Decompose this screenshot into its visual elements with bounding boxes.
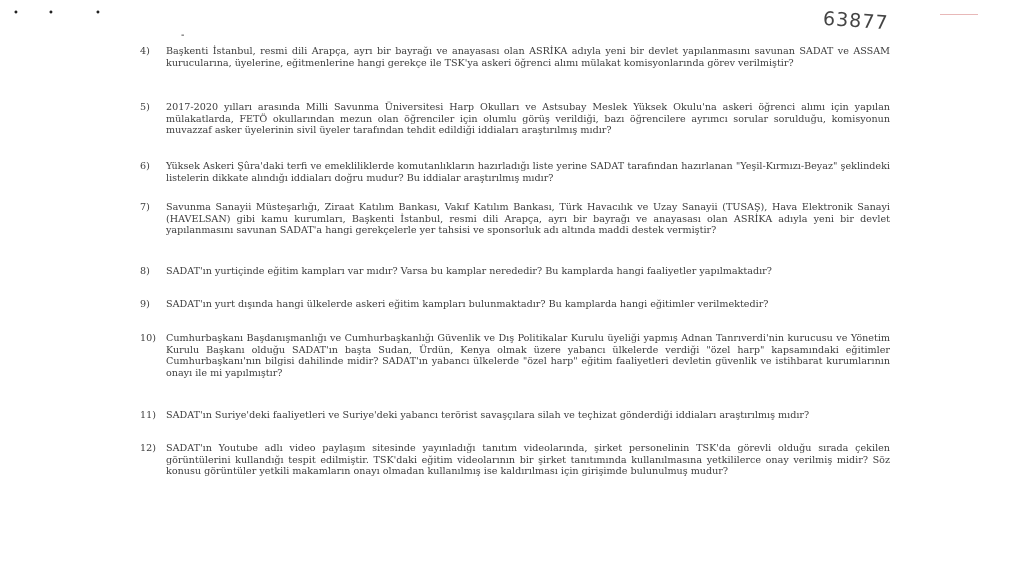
scan-mark: •: [13, 8, 19, 19]
question-number: 4): [140, 46, 150, 57]
question-number: 9): [140, 299, 150, 310]
question-text: SADAT'ın yurt dışında hangi ülkelerde askeri eğitim kampları bulunmaktadır? Bu kamplarda hangi eğitimler verilmektedir?: [166, 299, 769, 310]
question-text: Cumhurbaşkanı Başdanışmanlığı ve Cumhurbaşkanlığı Güvenlik ve Dış Politikalar Kurulu üyeliği yapmış Adnan Tanrıverdi'nin kurucusu ve Yönetim Kurulu Başkanı olduğu SADAT'ın başta Sudan, Ürdün, Kenya olmak üzere yabancı ülkelerde verdiği "özel harp" kapsamındaki eğitimler Cumhurbaşkanı'nın bilgisi dahilinde midir? SADAT'ın yabancı ülkelerde "özel harp" eğitim faaliyetleri devletin güvenlik ve istihbarat kurumlarının onayı ile mi yapılmıştır?: [166, 333, 890, 379]
question-6: [140, 161, 890, 184]
question-number: 5): [140, 102, 150, 113]
question-number: 6): [140, 161, 150, 172]
question-12: [140, 443, 890, 478]
question-number: 8): [140, 266, 150, 277]
question-text: SADAT'ın Youtube adlı video paylaşım sitesinde yayınladığı tanıtım videolarında, şirket personelinin TSK'da görevli olduğu sırada çekilen görüntülerini kullandığı tespit edilmiştir. TSK'daki eğitim videolarının bir şirket tanıtımında kullanılmasına yetkililerce onay verilmiş midir? Söz konusu görüntüler yetkili makamların onayı olmadan kullanılmış ise kaldırılması için girişimde bulunulmuş mudur?: [166, 443, 890, 478]
question-text: Savunma Sanayii Müsteşarlığı, Ziraat Katılım Bankası, Vakıf Katılım Bankası, Türk Havacılık ve Uzay Sanayii (TUSAŞ), Hava Elektronik Sanayi (HAVELSAN) gibi kamu kurumları, Başkenti İstanbul, resmi dili Arapça, ayrı bir bayrağı ve anayasası olan ASRİKA adıyla yeni bir devlet yapılanmasını savunan SADAT'a hangi gerekçelerle yer tahsisi ve sponsorluk adı altında maddi destek vermiştir?: [166, 202, 890, 237]
question-text: SADAT'ın Suriye'deki faaliyetleri ve Suriye'deki yabancı terörist savaşçılara silah ve teçhizat gönderdiği iddiaları araştırılmış mıdır?: [166, 410, 810, 421]
question-10: [140, 333, 890, 379]
scan-mark: •: [48, 8, 54, 19]
question-number: 12): [140, 443, 156, 454]
question-text: Yüksek Askeri Şûra'daki terfi ve emekliliklerde komutanlıkların hazırladığı liste yerine SADAT tarafından hazırlanan "Yeşil-Kırmızı-Beyaz" şeklindeki listelerin dikkate alındığı iddiaları doğru mudur? Bu iddialar araştırılmış mıdır?: [166, 161, 890, 184]
question-4: [140, 46, 890, 69]
question-text: SADAT'ın yurtiçinde eğitim kampları var mıdır? Varsa bu kamplar nerededir? Bu kamplarda hangi faaliyetler yapılmaktadır?: [166, 266, 772, 277]
question-8: [140, 266, 890, 278]
question-number: 11): [140, 410, 156, 421]
question-number: 7): [140, 202, 150, 213]
question-number: 10): [140, 333, 156, 344]
question-5: [140, 102, 890, 137]
question-9: [140, 299, 890, 311]
question-11: [140, 410, 890, 422]
question-7: [140, 202, 890, 237]
handwritten-note: 63877: [822, 7, 890, 35]
question-text: Başkenti İstanbul, resmi dili Arapça, ayrı bir bayrağı ve anayasası olan ASRİKA adıyla yeni bir devlet yapılanmasını savunan SADAT ve ASSAM kurucularına, üyelerine, eğitmenlerine hangi gerekçe ile TSK'ya askeri öğrenci alımı mülakat komisyonlarında görev verilmiştir?: [166, 46, 890, 69]
scan-mark: -: [181, 30, 185, 41]
scan-mark: •: [95, 8, 101, 19]
question-text: 2017-2020 yılları arasında Milli Savunma Üniversitesi Harp Okulları ve Astsubay Meslek Yüksek Okulu'na askeri öğrenci alımı için yapılan mülakatlarda, FETÖ okullarından mezun olan öğrenciler için olumlu görüş verildiği, bazı öğrencilere ayrımcı sorular sorulduğu, komisyonun muvazzaf asker üyelerinin sivil üyeler tarafından tehdit edildiği iddiaları araştırılmış mıdır?: [166, 102, 890, 137]
red-mark: [940, 14, 978, 15]
